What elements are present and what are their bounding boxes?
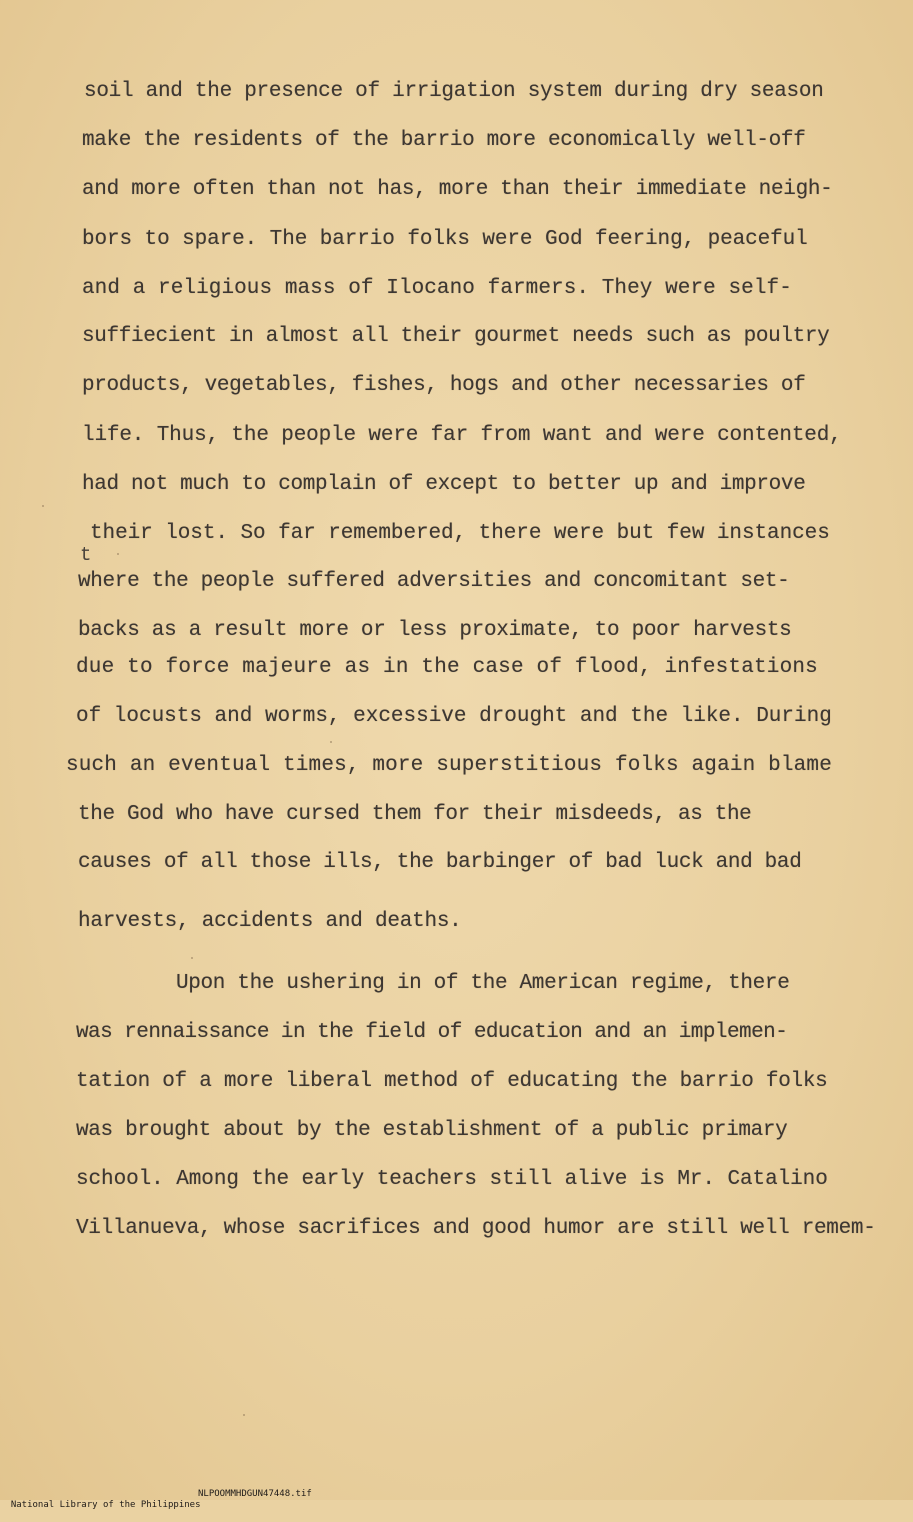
paper-speck	[243, 1414, 245, 1416]
text-line: and a religious mass of Ilocano farmers. They were self-	[82, 277, 792, 300]
text-line: their lost. So far remembered, there were but few instances	[90, 522, 830, 545]
text-line: products, vegetables, fishes, hogs and other necessaries of	[82, 374, 806, 397]
text-line: life. Thus, the people were far from want and were contented,	[82, 424, 842, 447]
text-line: was brought about by the establishment of a public primary	[76, 1119, 788, 1142]
text-line: make the residents of the barrio more economically well-off	[82, 129, 806, 152]
text-line: causes of all those ills, the barbinger of bad luck and bad	[78, 851, 802, 874]
library-credit: National Library of the Philippines	[10, 1500, 201, 1510]
text-line: tation of a more liberal method of educating the barrio folks	[76, 1070, 828, 1093]
scan-footer	[0, 1489, 312, 1522]
text-line: bors to spare. The barrio folks were God feering, peaceful	[82, 228, 808, 251]
text-line: Villanueva, whose sacrifices and good humor are still well remem-	[76, 1217, 876, 1240]
text-line: Upon the ushering in of the American regime, there	[176, 972, 790, 995]
text-line: where the people suffered adversities and concomitant set-	[78, 570, 790, 593]
text-line: such an eventual times, more superstitious folks again blame	[66, 754, 832, 777]
text-line: due to force majeure as in the case of flood, infestations	[76, 656, 818, 679]
text-line: school. Among the early teachers still alive is Mr. Catalino	[76, 1168, 828, 1191]
paper-speck	[117, 553, 119, 555]
text-line: had not much to complain of except to better up and improve	[82, 473, 806, 496]
paper-speck	[330, 741, 332, 743]
text-line: of locusts and worms, excessive drought and the like. During	[76, 705, 832, 728]
text-line: and more often than not has, more than their immediate neigh-	[82, 178, 833, 201]
text-line: the God who have cursed them for their misdeeds, as the	[78, 803, 752, 826]
paper-speck	[191, 957, 193, 959]
text-line: suffiecient in almost all their gourmet needs such as poultry	[82, 325, 830, 348]
scan-filename: NLPOOMMHDGUN47448.tif	[198, 1489, 312, 1499]
text-line: was rennaissance in the field of education and an implemen-	[76, 1021, 788, 1044]
text-line: backs as a result more or less proximate, to poor harvests	[78, 619, 792, 642]
paper-speck	[42, 505, 44, 507]
stray-typed-mark: t	[80, 544, 92, 566]
text-line: soil and the presence of irrigation system during dry season	[84, 80, 824, 103]
text-line: harvests, accidents and deaths.	[78, 910, 462, 933]
